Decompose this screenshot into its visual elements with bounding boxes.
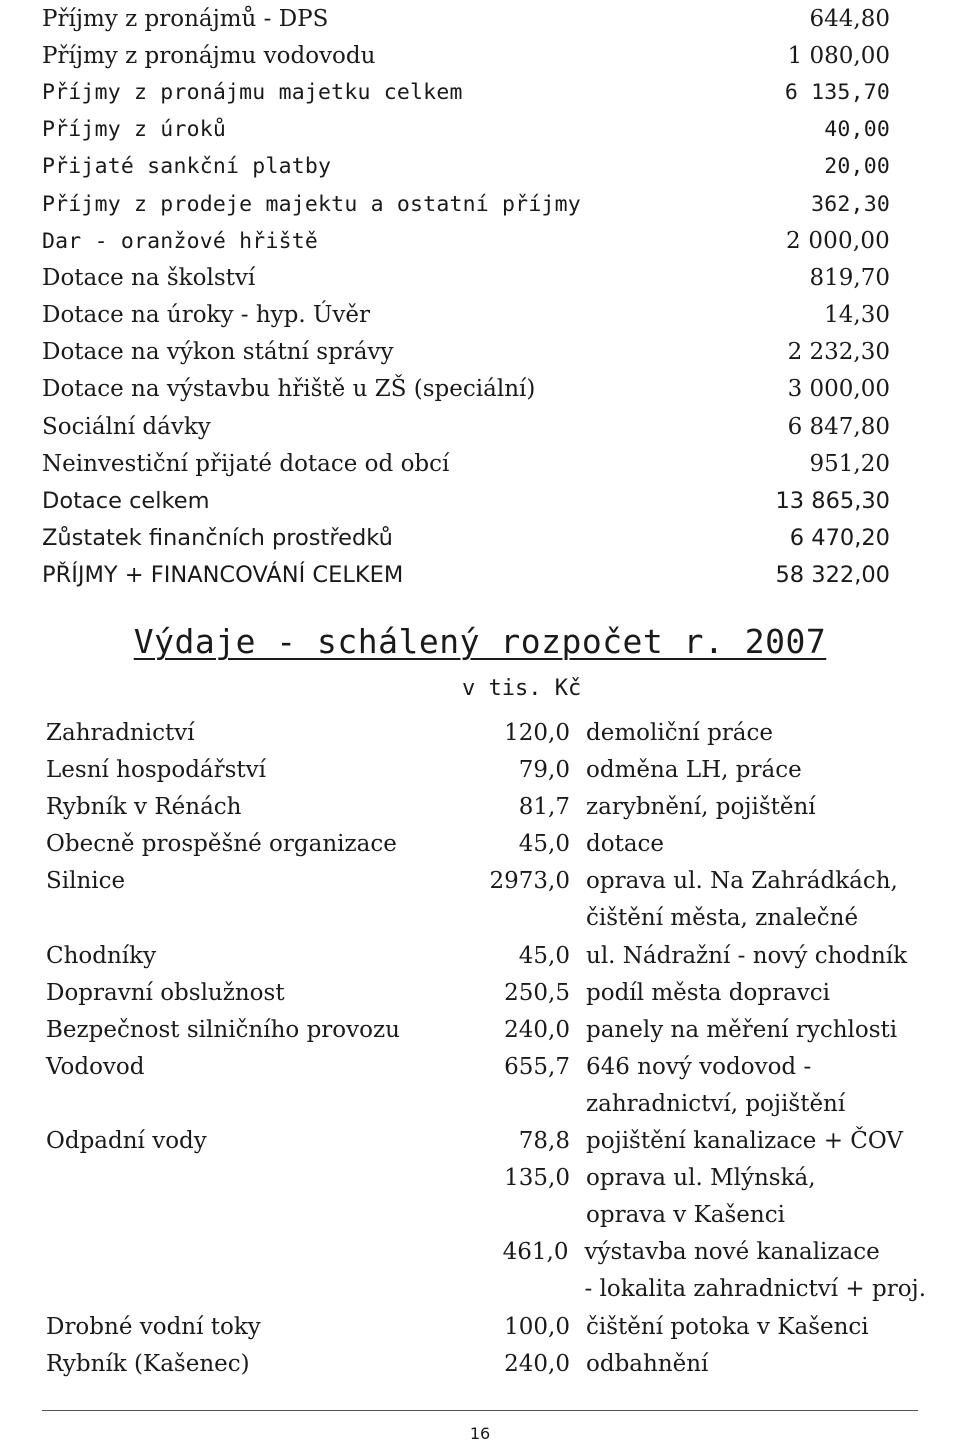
expenditure-category: Dopravní obslužnost — [46, 979, 285, 1006]
expenditure-unit: v tis. Kč — [462, 676, 582, 701]
income-label: Příjmy z pronájmu vodovodu — [42, 42, 376, 69]
expenditure-amount: 45,0 — [518, 942, 570, 969]
expenditure-row — [46, 1012, 926, 1049]
expenditure-note-line: podíl města dopravci — [586, 979, 831, 1006]
expenditure-note-line: panely na měření rychlosti — [586, 1016, 898, 1043]
expenditure-row — [46, 826, 926, 863]
income-label: Dotace na úroky - hyp. Úvěr — [42, 302, 370, 329]
expenditure-row — [46, 975, 926, 1012]
income-row — [42, 223, 890, 260]
income-value: 40,00 — [824, 117, 890, 143]
expenditure-amount: 78,8 — [518, 1128, 570, 1155]
income-row — [42, 334, 890, 371]
income-value: 58 322,00 — [775, 561, 890, 588]
expenditure-row — [46, 715, 926, 752]
income-value: 951,20 — [809, 450, 890, 477]
income-row — [42, 297, 890, 334]
income-label: Sociální dávky — [42, 413, 211, 440]
income-row — [42, 260, 890, 297]
income-value: 13 865,30 — [775, 487, 890, 514]
income-label: Dotace na výkon státní správy — [42, 339, 394, 366]
income-value: 2 232,30 — [787, 339, 890, 366]
income-label: Příjmy z pronájmu majetku celkem — [42, 80, 463, 106]
expenditure-heading — [0, 622, 960, 661]
expenditure-note — [586, 1346, 708, 1383]
income-row — [42, 519, 890, 556]
expenditure-note-line: čištění potoka v Kašenci — [586, 1313, 869, 1340]
expenditure-note — [586, 1160, 816, 1234]
expenditure-amount: 240,0 — [504, 1350, 570, 1377]
expenditure-category — [46, 1234, 465, 1308]
income-row — [42, 111, 890, 148]
expenditure-amount: 81,7 — [518, 794, 570, 821]
expenditure-note — [584, 1234, 926, 1308]
income-row — [42, 74, 890, 111]
income-label: Zůstatek finančních prostředků — [42, 524, 393, 551]
income-label: Dotace na školství — [42, 265, 256, 292]
expenditure-row — [46, 863, 926, 937]
expenditure-category: Chodníky — [46, 942, 157, 969]
income-value: 20,00 — [824, 154, 890, 180]
expenditure-category: Odpadní vody — [46, 1128, 207, 1155]
expenditure-category: Bezpečnost silničního provozu — [46, 1016, 400, 1043]
expenditure-row — [46, 1049, 926, 1123]
income-label: Přijaté sankční platby — [42, 154, 332, 180]
expenditure-amount: 120,0 — [504, 720, 570, 746]
expenditure-row — [46, 1234, 926, 1308]
income-value: 2 000,00 — [785, 228, 890, 255]
expenditure-amount: 79,0 — [518, 757, 570, 784]
expenditure-note — [586, 789, 816, 826]
income-value: 1 080,00 — [787, 42, 890, 69]
expenditure-note — [586, 975, 830, 1012]
expenditure-row — [46, 938, 926, 975]
income-label: Příjmy z pronájmů - DPS — [42, 5, 329, 32]
expenditure-amount: 461,0 — [502, 1239, 569, 1266]
expenditure-note-line: oprava v Kašenci — [586, 1202, 785, 1229]
income-label: Příjmy z úroků — [42, 117, 227, 143]
income-label: Dotace celkem — [42, 487, 210, 514]
expenditure-note-line: čištění města, znalečné — [586, 905, 859, 932]
expenditure-note — [586, 1012, 897, 1049]
income-row — [42, 445, 890, 482]
expenditure-amount: 135,0 — [504, 1165, 570, 1192]
expenditure-note-line: oprava ul. Na Zahrádkách, — [586, 868, 898, 895]
expenditure-amount: 655,7 — [504, 1053, 570, 1080]
income-row — [42, 408, 890, 445]
expenditure-note-line: - lokalita zahradnictví + proj. — [584, 1276, 926, 1303]
income-row — [42, 185, 890, 222]
page-number: 16 — [469, 1424, 491, 1443]
expenditure-category: Zahradnictví — [46, 720, 195, 746]
expenditure-note — [586, 1309, 869, 1346]
income-row — [42, 371, 890, 408]
income-value: 14,30 — [824, 302, 890, 329]
expenditure-category: Rybník v Rénách — [46, 794, 242, 821]
expenditure-note-line: pojištění kanalizace + ČOV — [586, 1128, 903, 1155]
income-label: Neinvestiční přijaté dotace od obcí — [42, 450, 450, 477]
income-value: 6 470,20 — [789, 524, 890, 551]
income-row — [42, 482, 890, 519]
expenditure-amount: 100,0 — [504, 1313, 570, 1340]
expenditure-category: Rybník (Kašenec) — [46, 1350, 250, 1377]
income-table — [42, 0, 890, 594]
expenditure-table — [46, 715, 926, 1383]
expenditure-note-line: odbahnění — [586, 1350, 709, 1377]
expenditure-amount: 250,5 — [504, 979, 570, 1006]
income-label: Příjmy z prodeje majektu a ostatní příjmy — [42, 191, 581, 217]
expenditure-note — [586, 1049, 845, 1123]
expenditure-category: Drobné vodní toky — [46, 1313, 261, 1340]
expenditure-row — [46, 1309, 926, 1346]
income-value: 362,30 — [811, 191, 890, 217]
expenditure-note — [586, 826, 664, 863]
income-row — [42, 37, 890, 74]
expenditure-row — [46, 1123, 926, 1160]
expenditure-note-line: ul. Nádražní - nový chodník — [586, 942, 908, 969]
expenditure-row — [46, 1160, 926, 1234]
income-label: Dar - oranžové hřiště — [42, 228, 319, 254]
expenditure-note-line: výstavba nové kanalizace — [584, 1239, 880, 1266]
expenditure-note-line: zarybnění, pojištění — [586, 794, 816, 821]
expenditure-amount: 2973,0 — [489, 868, 570, 895]
expenditure-category — [46, 1160, 466, 1234]
expenditure-note — [586, 715, 773, 752]
expenditure-note — [586, 938, 907, 975]
income-value: 6 847,80 — [787, 413, 890, 440]
expenditure-note-line: 646 nový vodovod - — [586, 1053, 812, 1080]
expenditure-note-line: odměna LH, práce — [586, 757, 802, 784]
income-label: Dotace na výstavbu hřiště u ZŠ (speciální) — [42, 376, 536, 403]
expenditure-row — [46, 1346, 926, 1383]
expenditure-note-line: demoliční práce — [586, 720, 773, 746]
income-label: PŘÍJMY + FINANCOVÁNÍ CELKEM — [42, 561, 404, 588]
income-value: 819,70 — [809, 265, 890, 292]
expenditure-note — [586, 1123, 903, 1160]
expenditure-category: Vodovod — [46, 1053, 145, 1080]
income-row — [42, 556, 890, 593]
expenditure-amount: 45,0 — [518, 831, 570, 858]
expenditure-title: Výdaje - schálený rozpočet r. 2007 — [133, 622, 827, 661]
expenditure-note-line: zahradnictví, pojištění — [586, 1090, 846, 1117]
income-row — [42, 148, 890, 185]
expenditure-row — [46, 789, 926, 826]
income-row — [42, 0, 890, 37]
expenditure-amount: 240,0 — [504, 1016, 570, 1043]
expenditure-category: Lesní hospodářství — [46, 757, 267, 784]
expenditure-category: Obecně prospěšné organizace — [46, 831, 397, 858]
expenditure-row — [46, 752, 926, 789]
expenditure-category: Silnice — [46, 868, 126, 895]
expenditure-note — [586, 752, 802, 789]
expenditure-note-line: dotace — [586, 831, 665, 858]
income-value: 644,80 — [809, 5, 890, 32]
income-value: 3 000,00 — [787, 376, 890, 403]
income-value: 6 135,70 — [784, 80, 890, 106]
footer-divider — [42, 1410, 918, 1411]
expenditure-note-line: oprava ul. Mlýnská, — [586, 1165, 816, 1192]
expenditure-note — [586, 863, 898, 937]
